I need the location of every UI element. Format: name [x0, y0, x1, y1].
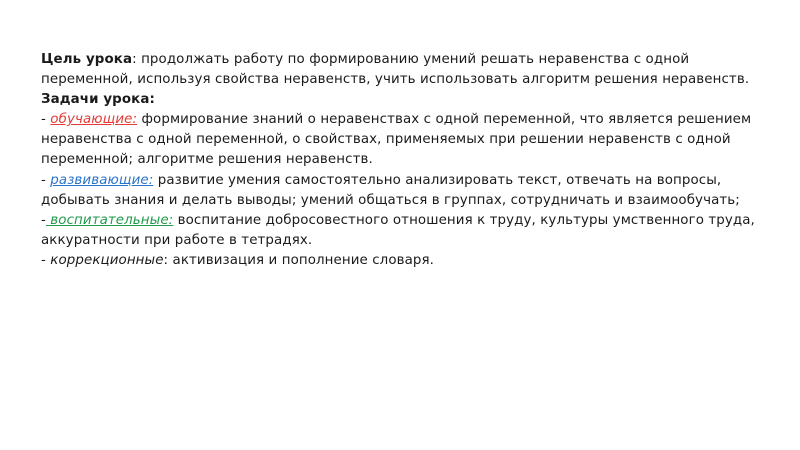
- task-item-prefix: -: [41, 112, 51, 128]
- task-item-upbringing: [41, 211, 781, 251]
- task-item-correctional: [41, 251, 781, 271]
- task-label-developmental: развивающие:: [50, 172, 154, 188]
- lesson-tasks-heading-text: Задачи урока:: [41, 92, 155, 108]
- task-item-prefix: -: [41, 172, 51, 188]
- task-label-upbringing: воспитательные:: [45, 212, 174, 228]
- task-label-educational: обучающие:: [50, 112, 138, 128]
- lesson-goal-colon: :: [132, 52, 137, 67]
- lesson-tasks-heading: [41, 90, 781, 110]
- lesson-text-block: [41, 50, 781, 271]
- task-text-correctional: : активизация и пополнение словаря.: [163, 252, 435, 268]
- task-text-upbringing: воспитание добросовестного отношения к труду, культуры умственного труда, аккуратности при работе в тетрадях.: [41, 212, 755, 248]
- lesson-goal-label: Цель урока: [41, 52, 133, 67]
- task-item-developmental: [41, 171, 781, 211]
- task-text-developmental: развитие умения самостоятельно анализировать текст, отвечать на вопросы, добывать знания и делать выводы; умений общаться в группах, сотрудничать и взаимообучать;: [41, 172, 740, 208]
- task-label-correctional: коррекционные: [50, 252, 164, 268]
- task-item-educational: [41, 110, 781, 170]
- task-item-prefix: -: [41, 252, 51, 268]
- task-text-educational: формирование знаний о неравенствах с одной переменной, что является решением неравенства с одной переменной, о свойствах, применяемых при решении неравенств с одной переменной; алгоритме решения неравенств.: [41, 112, 752, 168]
- task-item-prefix: -: [41, 212, 46, 228]
- lesson-goal-text: продолжать работу по формированию умений решать неравенства с одной переменной, используя свойства неравенств, учить использовать алгоритм решения неравенств.: [41, 52, 750, 88]
- lesson-goal-paragraph: [41, 50, 781, 90]
